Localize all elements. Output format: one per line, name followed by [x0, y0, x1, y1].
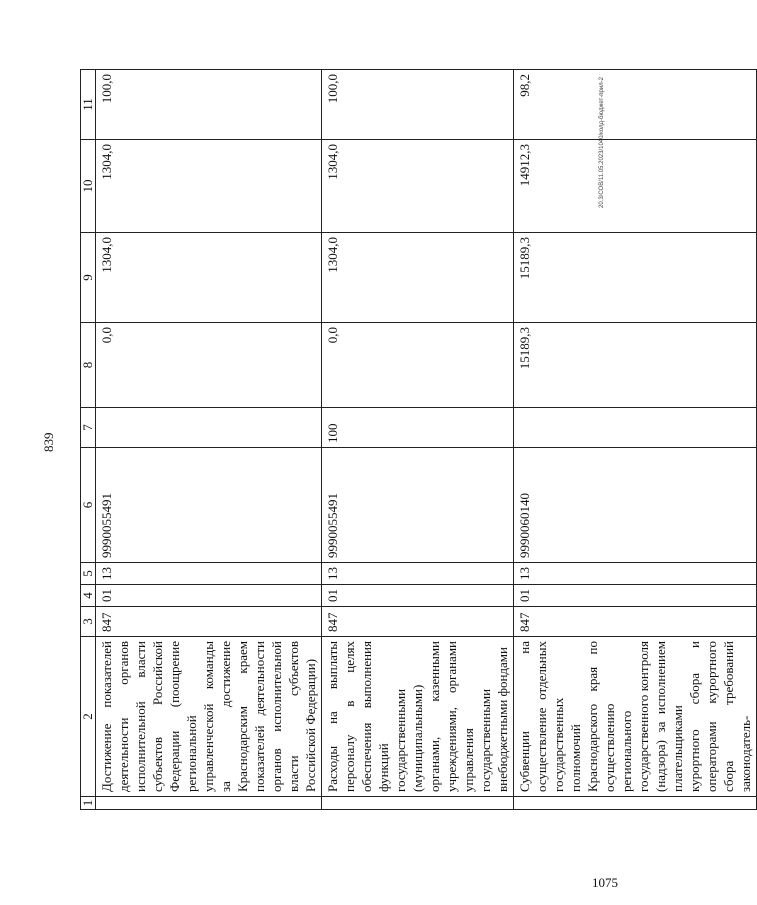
document-code: 20.3/СОВ/11.05.2023/1040/колд-бюджет-прил-2	[599, 76, 605, 208]
header-cell: 10	[81, 140, 96, 233]
cell-executed: 1304,0	[322, 140, 514, 233]
row-name: Субвенции на осуществление отдельных государственных полномочий Краснодарского края по осуществлению регионального государственного контроля (надзора) за исполнением плательщиками курортного сбора и операторами курортного сбора требований законодатель-	[514, 637, 757, 797]
cell-plan: 0,0	[96, 323, 322, 408]
cell-subsection: 13	[96, 563, 322, 585]
header-cell: 3	[81, 607, 96, 637]
header-cell: 8	[81, 323, 96, 408]
cell-target-article: 9990055491	[96, 448, 322, 563]
cell-plan: 0,0	[322, 323, 514, 408]
cell-ministry: 847	[514, 607, 757, 637]
cell-section: 01	[322, 585, 514, 607]
header-cell: 5	[81, 563, 96, 585]
cell-executed: 1304,0	[96, 140, 322, 233]
header-cell: 11	[81, 70, 96, 140]
table-row	[96, 70, 322, 810]
cell-refined-plan: 1304,0	[96, 233, 322, 323]
header-cell: 4	[81, 585, 96, 607]
header-cell: 7	[81, 408, 96, 448]
cell-plan: 15189,3	[514, 323, 757, 408]
cell-target-article: 9990055491	[322, 448, 514, 563]
cell-percent: 98,2	[514, 70, 757, 140]
header-cell: 6	[81, 448, 96, 563]
cell-expense-type: 100	[322, 408, 514, 448]
cell-section: 01	[514, 585, 757, 607]
page-number-bottom: 1075	[592, 875, 618, 890]
rotated-page	[80, 70, 753, 810]
cell-expense-type	[514, 408, 757, 448]
cell-percent: 100,0	[96, 70, 322, 140]
header-cell: 9	[81, 233, 96, 323]
table-header-row	[81, 70, 96, 810]
table-row	[322, 70, 514, 810]
cell-subsection: 13	[322, 563, 514, 585]
cell-target-article: 9990060140	[514, 448, 757, 563]
cell-expense-type	[96, 408, 322, 448]
cell-ministry: 847	[96, 607, 322, 637]
row-name: Достижение показателей деятельности органов исполнительной власти субъектов Российской Федерации (поощрение региональной управленческой команды за достижение Краснодарским краем показателей деятельности органов исполнительной власти субъектов Российской Федерации)	[96, 637, 322, 797]
header-cell: 2	[81, 637, 96, 797]
cell-ministry: 847	[322, 607, 514, 637]
cell-section: 01	[96, 585, 322, 607]
cell-refined-plan: 15189,3	[514, 233, 757, 323]
cell-executed: 14912,3	[514, 140, 757, 233]
cell-percent: 100,0	[322, 70, 514, 140]
cell-subsection: 13	[514, 563, 757, 585]
row-name: Расходы на выплаты персоналу в целях обеспечения выполнения функций государственными (муниципальными) органами, казенными учреждениями, органами управления государственными внебюджетными фондами	[322, 637, 514, 797]
table-row	[514, 70, 757, 810]
header-cell: 1	[81, 797, 96, 810]
cell-refined-plan: 1304,0	[322, 233, 514, 323]
page-number-top: 839	[41, 432, 56, 452]
budget-table	[80, 69, 757, 810]
